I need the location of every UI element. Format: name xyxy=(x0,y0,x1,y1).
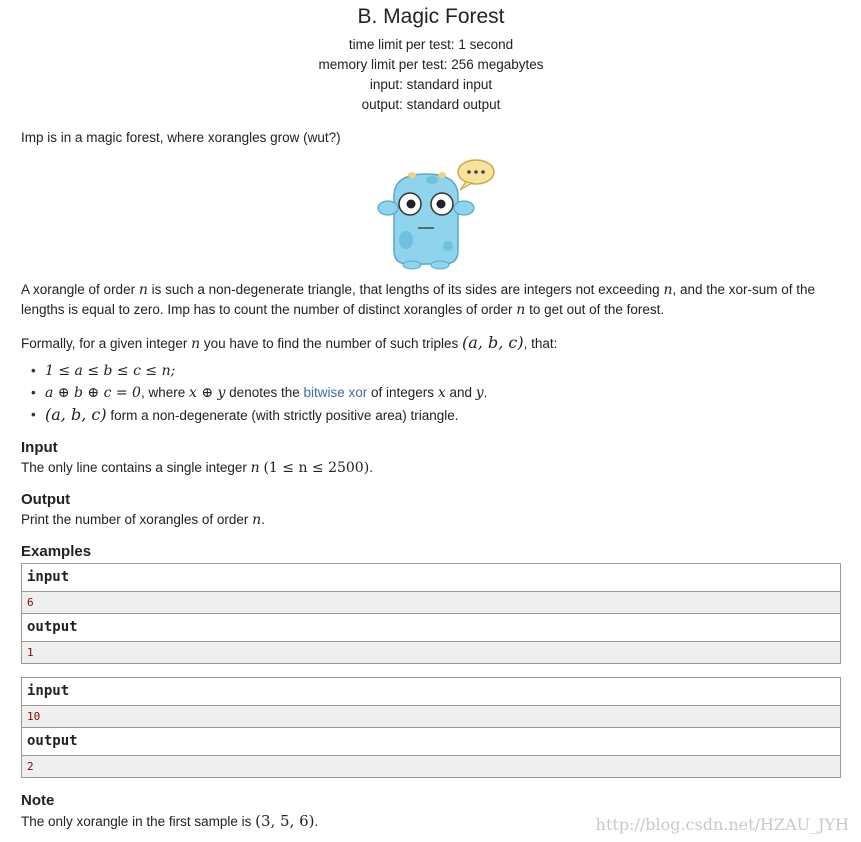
output-description: Print the number of xorangles of order n. xyxy=(21,512,265,528)
condition-math: a ⊕ b ⊕ c = 0 xyxy=(45,385,141,401)
problem-statement xyxy=(21,0,841,832)
sample-output-value[interactable]: 1 xyxy=(22,642,840,663)
examples-heading: Examples xyxy=(21,543,92,560)
bitwise-xor-link[interactable]: bitwise xor xyxy=(303,385,368,400)
input-description: The only line contains a single integer n (1 ≤ n ≤ 2500). xyxy=(21,460,373,476)
sample-input-value[interactable]: 10 xyxy=(22,706,840,728)
formal-paragraph: Formally, for a given integer n you have to find the number of such triples (a, b, c), that: xyxy=(21,333,558,352)
math-n: n xyxy=(138,282,148,298)
output-section xyxy=(21,490,841,530)
output-type: output: standard output xyxy=(361,97,501,112)
definition-paragraph: A xorangle of order n is such a non-degenerate triangle, that lengths of its sides are integers not exceeding n, and the xor-sum of the lengths is equal to zero. Imp has to count the number of distinct xorangles of order n to get out of the forest. xyxy=(21,282,816,318)
condition-item: • (a, b, c) form a non-degenerate (with strictly positive area) triangle. xyxy=(45,404,841,426)
condition-item: • a ⊕ b ⊕ c = 0, where x ⊕ y denotes the bitwise xor of integers x and y. xyxy=(45,382,841,404)
output-heading: Output xyxy=(21,491,71,508)
condition-item xyxy=(45,360,841,382)
sample-test xyxy=(21,677,841,778)
sample-input-label: input xyxy=(22,678,840,706)
input-section xyxy=(21,438,841,478)
sample-output-label: output xyxy=(22,728,840,756)
time-limit: time limit per test: 1 second xyxy=(348,37,514,52)
sample-output-label: output xyxy=(22,614,840,642)
monster-illustration xyxy=(21,156,841,274)
blog-watermark: http://blog.csdn.net/HZAU_JYH xyxy=(595,815,849,834)
input-type: input: standard input xyxy=(369,77,493,92)
imp-monster-image xyxy=(366,156,496,274)
intro-paragraph: Imp is in a magic forest, where xorangles grow (wut?) xyxy=(21,130,341,145)
problem-limits xyxy=(21,35,841,115)
note-heading: Note xyxy=(21,792,55,809)
math-triple: (a, b, c) xyxy=(462,333,524,352)
conditions-list xyxy=(21,360,841,426)
sample-test xyxy=(21,563,841,664)
note-text: The only xorangle in the first sample is (3, 5, 6). xyxy=(21,812,319,830)
memory-limit: memory limit per test: 256 megabytes xyxy=(318,57,544,72)
math-n: n xyxy=(516,302,526,318)
input-heading: Input xyxy=(21,439,58,456)
condition-math: (a, b, c) xyxy=(45,405,107,424)
sample-output-value[interactable]: 2 xyxy=(22,756,840,777)
sample-input-label: input xyxy=(22,564,840,592)
sample-input-value[interactable]: 6 xyxy=(22,592,840,614)
math-n: n xyxy=(663,282,673,298)
input-range: (1 ≤ n ≤ 2500) xyxy=(263,460,370,476)
math-n: n xyxy=(191,336,201,352)
problem-title: B. Magic Forest xyxy=(357,5,505,28)
examples-section xyxy=(21,542,841,778)
condition-math: 1 ≤ a ≤ b ≤ c ≤ n; xyxy=(45,363,176,379)
